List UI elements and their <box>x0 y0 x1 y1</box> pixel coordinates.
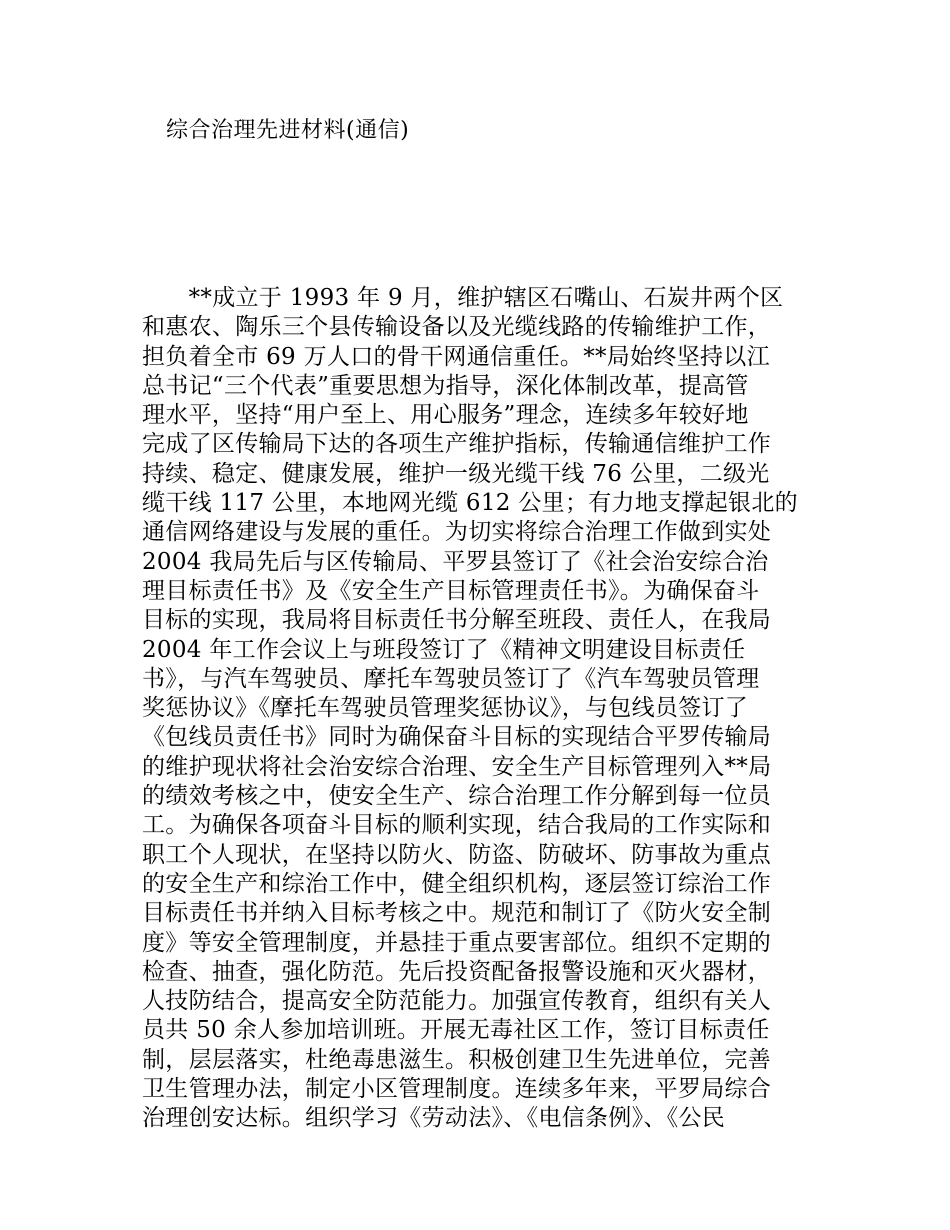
body-text-line: 理水平，坚持“用户至上、用心服务”理念，连续多年较好地 <box>142 402 749 429</box>
body-text-line: 工。为确保各项奋斗目标的顺利实现，结合我局的工作实际和 <box>142 812 772 839</box>
body-text-line: 目标责任书并纳入目标考核之中。规范和制订了《防火安全制 <box>142 900 772 927</box>
body-text-line: 通信网络建设与发展的重任。为切实将综合治理工作做到实处 <box>142 519 772 546</box>
body-text-line: 书》，与汽车驾驶员、摩托车驾驶员签订了《汽车驾驶员管理 <box>142 665 760 692</box>
body-text-line: **成立于 1993 年 9 月，维护辖区石嘴山、石炭井两个区 <box>142 285 784 311</box>
body-text-line: 担负着全市 69 万人口的骨干网通信重任。**局始终坚持以江 <box>142 343 770 370</box>
body-text-line: 治理创安达标。组织学习《劳动法》、《电信条例》、《公民 <box>142 1105 726 1132</box>
body-text-line: 和惠农、陶乐三个县传输设备以及光缆线路的传输维护工作， <box>142 314 772 341</box>
body-text-line: 的维护现状将社会治安综合治理、安全生产目标管理列入**局 <box>142 753 772 780</box>
body-text-line: 的绩效考核之中，使安全生产、综合治理工作分解到每一位员 <box>142 783 772 810</box>
body-text-line: 检查、抽查，强化防范。先后投资配备报警设施和灭火器材， <box>142 958 772 985</box>
body-text-line: 奖惩协议》《摩托车驾驶员管理奖惩协议》，与包线员签订了 <box>142 695 749 722</box>
body-text-line: 持续、稳定、健康发展，维护一级光缆干线 76 公里，二级光 <box>142 460 770 487</box>
body-text-line: 2004 年工作会议上与班段签订了《精神文明建设目标责任 <box>142 636 746 663</box>
body-text-line: 目标的实现，我局将目标责任书分解至班段、责任人，在我局 <box>142 607 772 634</box>
document-body <box>142 284 822 1134</box>
body-text-line: 缆干线 117 公里，本地网光缆 612 公里；有力地支撑起银北的 <box>142 490 798 517</box>
body-text-line: 总书记“三个代表”重要思想为指导，深化体制改革，提高管 <box>142 372 749 399</box>
body-text-line: 理目标责任书》及《安全生产目标管理责任书》。为确保奋斗 <box>142 577 760 604</box>
body-text-line: 卫生管理办法，制定小区管理制度。连续多年来，平罗局综合 <box>142 1076 772 1103</box>
body-text-line: 2004 我局先后与区传输局、平罗县签订了《社会治安综合治 <box>142 548 769 575</box>
body-text-line: 人技防结合，提高安全防范能力。加强宣传教育，组织有关人 <box>142 988 772 1015</box>
body-text-line: 的安全生产和综治工作中，健全组织机构，逐层签订综治工作 <box>142 870 772 897</box>
body-text-line: 《包线员责任书》同时为确保奋斗目标的实现结合平罗传输局 <box>142 724 772 751</box>
body-text-line: 员共 50 余人参加培训班。开展无毒社区工作，签订目标责任 <box>142 1017 770 1044</box>
body-text-line: 完成了区传输局下达的各项生产维护指标，传输通信维护工作 <box>142 431 772 458</box>
body-text-line: 职工个人现状，在坚持以防火、防盗、防破坏、防事故为重点 <box>142 841 772 868</box>
body-text-line: 制，层层落实，杜绝毒患滋生。积极创建卫生先进单位，完善 <box>142 1046 772 1073</box>
body-text-line: 度》等安全管理制度，并悬挂于重点要害部位。组织不定期的 <box>142 929 772 956</box>
document-title: 综合治理先进材料(通信) <box>166 118 410 143</box>
